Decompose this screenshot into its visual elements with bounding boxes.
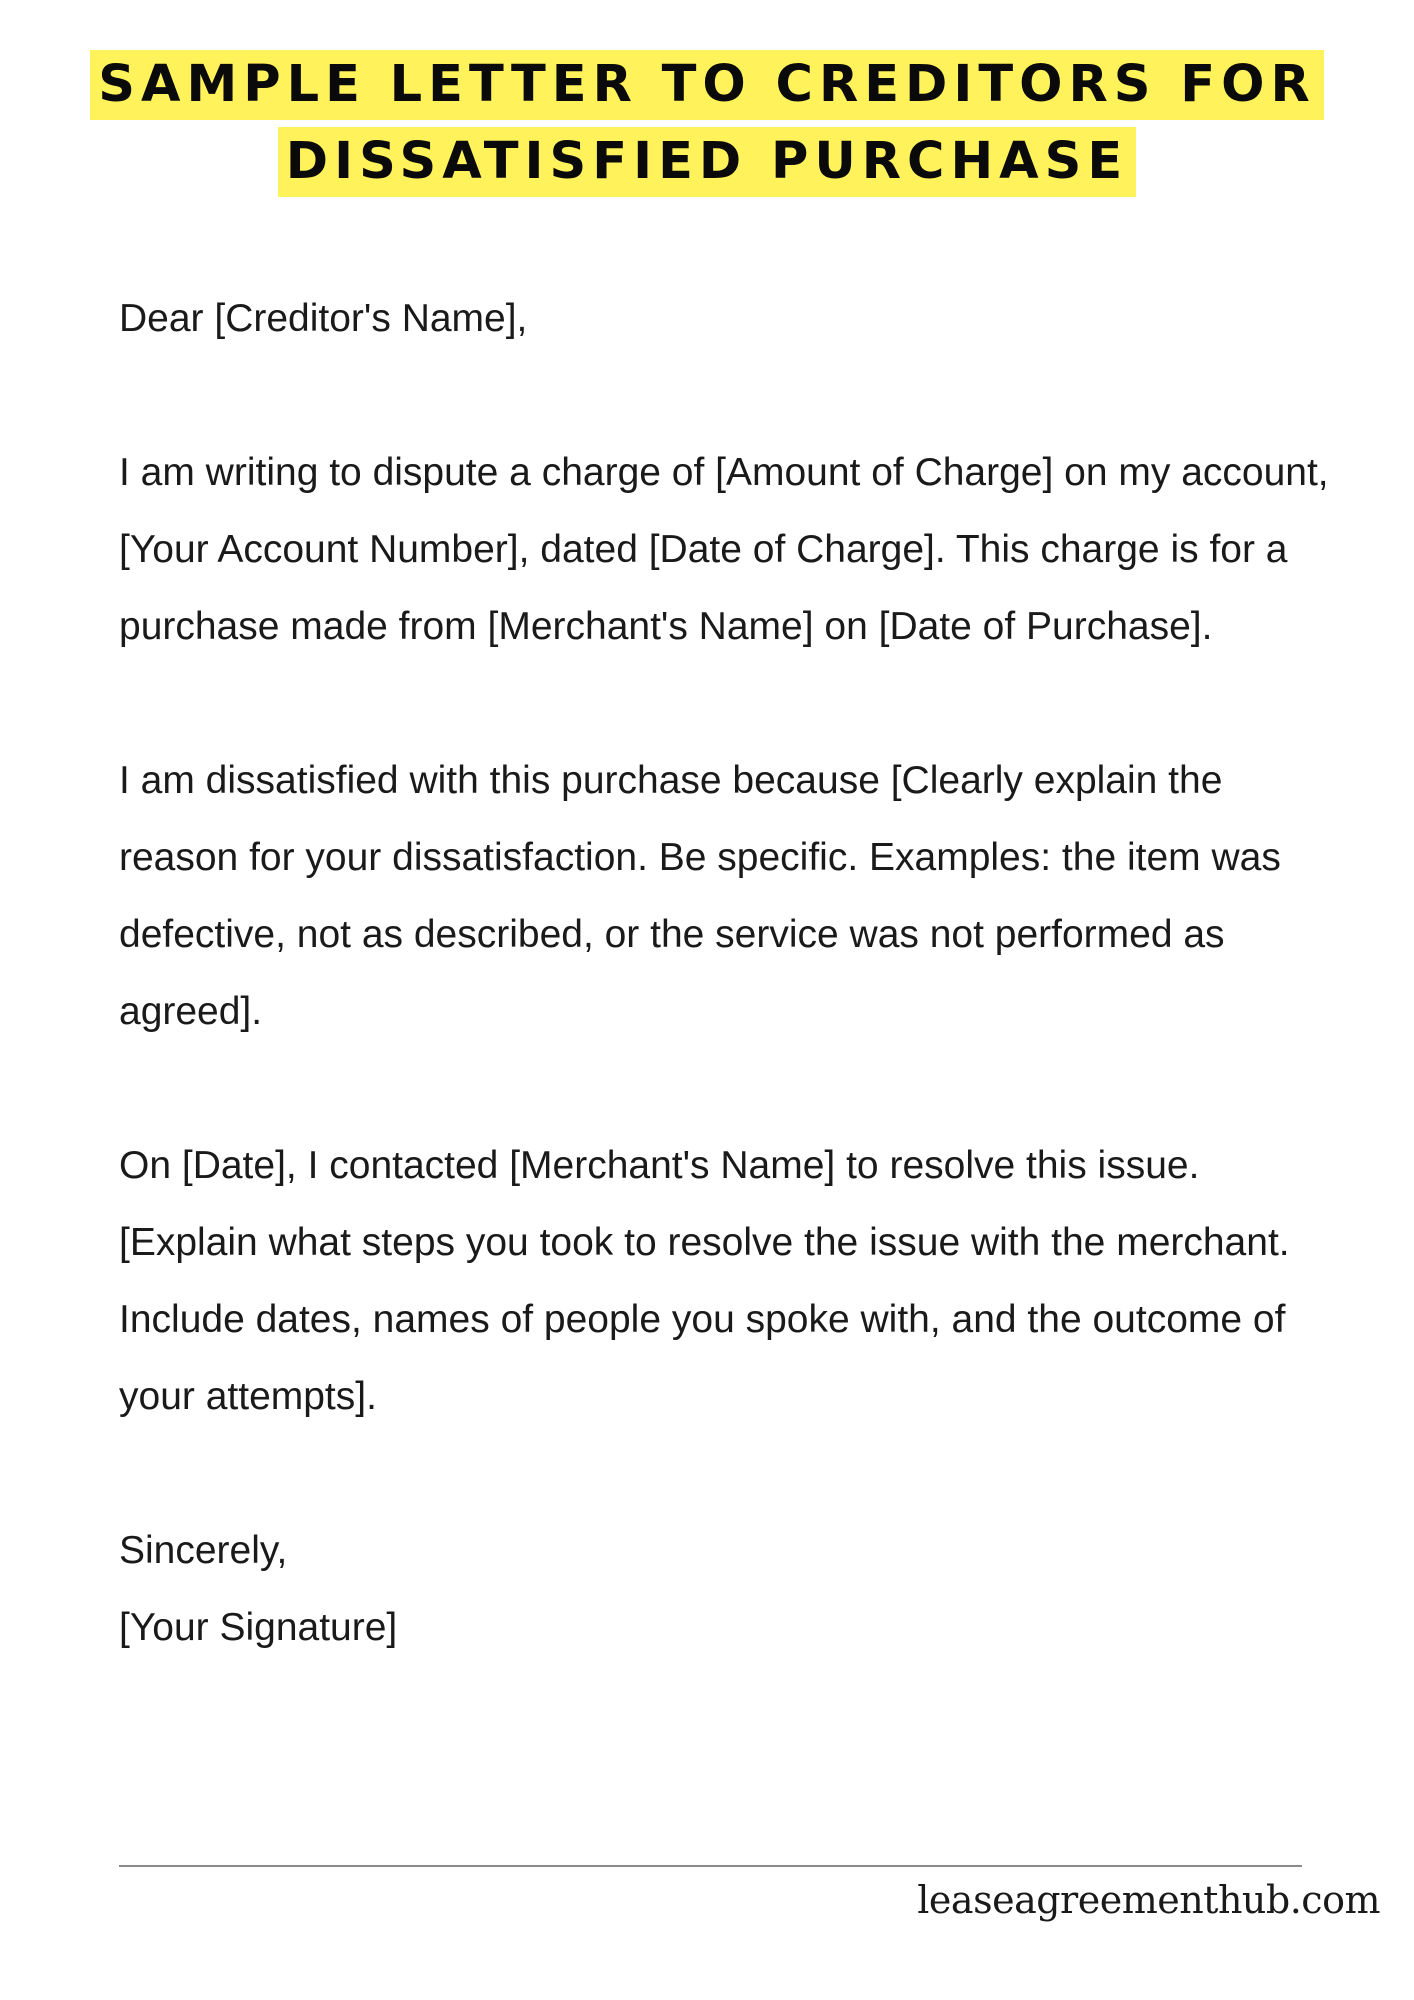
salutation: Dear [Creditor's Name],: [119, 297, 528, 340]
closing: Sincerely,: [119, 1529, 288, 1572]
footer-brand: leaseagreementhub.com: [917, 1878, 1380, 1922]
closing-block: [119, 1512, 1339, 1666]
paragraph-merchant-contact: On [Date], I contacted [Merchant's Name] to resolve this issue. [Explain what steps you took to resolve the issue with the merchant. Include dates, names of people you spoke with, and the outcome of your attempts].: [119, 1144, 1290, 1418]
letter-body: [119, 280, 1339, 1666]
footer-divider: [119, 1865, 1302, 1867]
title-line-1: SAMPLE LETTER TO CREDITORS FOR: [90, 50, 1323, 120]
signature-placeholder: [Your Signature]: [119, 1606, 398, 1649]
paragraph-dispute-charge: I am writing to dispute a charge of [Amount of Charge] on my account, [Your Account Number], dated [Date of Charge]. This charge is for a purchase made from [Merchant's Name] on [Date of Purchase].: [119, 451, 1329, 648]
title-line-2: DISSATISFIED PURCHASE: [278, 127, 1136, 197]
document-title: [0, 50, 1414, 197]
paragraph-dissatisfaction-reason: I am dissatisfied with this purchase because [Clearly explain the reason for your dissatisfaction. Be specific. Examples: the item was defective, not as described, or the service was not performed as agreed].: [119, 759, 1281, 1033]
